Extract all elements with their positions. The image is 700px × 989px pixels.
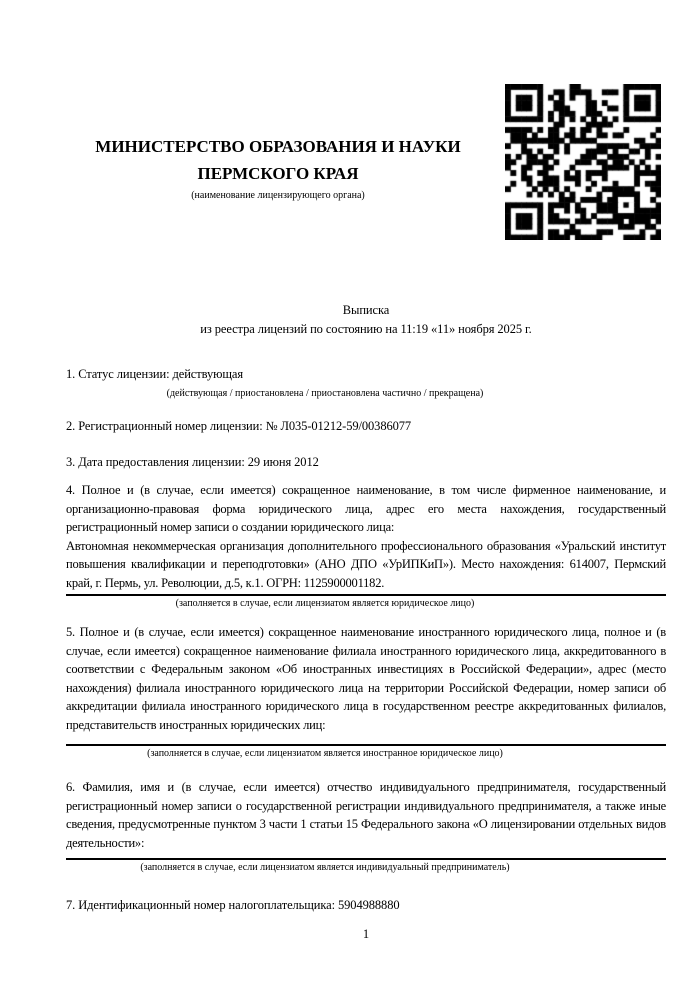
licensing-authority-header <box>66 133 490 202</box>
page-number: 1 <box>362 927 370 941</box>
field-grant-date: 3. Дата предоставления лицензии: 29 июня 2012 <box>66 455 319 469</box>
ministry-name-line1: МИНИСТЕРСТВО ОБРАЗОВАНИЯ И НАУКИ <box>95 137 461 156</box>
document-title-line2: из реестра лицензий по состоянию на 11:19 «11» ноября 2025 г. <box>200 322 532 336</box>
ministry-caption: (наименование лицензирующего органа) <box>191 190 365 201</box>
field-foreign-entity-caption: (заполняется в случае, если лицензиатом является иностранное юридическое лицо) <box>147 748 503 759</box>
separator-line-foreign-entity <box>66 744 666 746</box>
field-registration-number: 2. Регистрационный номер лицензии: № Л035-01212-59/00386077 <box>66 419 412 433</box>
document-title-line1: Выписка <box>342 303 390 317</box>
field-legal-entity <box>66 481 666 592</box>
ministry-name-line2: ПЕРМСКОГО КРАЯ <box>197 164 359 183</box>
field-foreign-entity: 5. Полное и (в случае, если имеется) сокращенное наименование иностранного юридического лица, полное и (в случае, если имеется) сокращенное наименование филиала иностранного юридического лица, аккредитованного в соответствии с Федеральным законом «Об иностранных инвестициях в Российской Федерации», адрес (место нахождения) филиала иностранного юридического лица на территории Российской Федерации, номер записи об аккредитации филиала иностранного юридического лица в государственном реестре аккредитованных филиалов, представительств иностранных юридических лиц: <box>66 625 666 732</box>
field-license-status-caption: (действующая / приостановлена / приостановлена частично / прекращена) <box>166 388 484 399</box>
field-legal-entity-value: Автономная некоммерческая организация дополнительного профессионального образования «Уральский институт повышения квалификации и переподготовки» (АНО ДПО «УрИПКиП»). Место нахождения: 614007, Пермский край, г. Пермь, ул. Революции, д.5, к.1. ОГРН: 1125900001182. <box>66 538 666 590</box>
field-individual-entrepreneur-caption: (заполняется в случае, если лицензиатом является индивидуальный предприниматель) <box>140 862 510 873</box>
field-legal-entity-caption: (заполняется в случае, если лицензиатом является юридическое лицо) <box>175 598 475 609</box>
field-individual-entrepreneur: 6. Фамилия, имя и (в случае, если имеется) отчество индивидуального предпринимателя, государственный регистрационный номер записи о государственной регистрации индивидуального предпринимателя, а также иные сведения, предусмотренные пунктом 3 части 1 статьи 15 Федерального закона «О лицензировании отдельных видов деятельности»: <box>66 780 666 850</box>
field-taxpayer-id: 7. Идентификационный номер налогоплательщика: 5904988880 <box>66 898 400 912</box>
field-license-status: 1. Статус лицензии: действующая <box>66 367 243 381</box>
document-title <box>66 301 666 339</box>
ministry-name <box>66 133 490 187</box>
separator-line-legal-entity <box>66 594 666 596</box>
document-content <box>66 133 666 942</box>
separator-line-individual-entrepreneur <box>66 858 666 860</box>
field-legal-entity-label: 4. Полное и (в случае, если имеется) сокращенное наименование, в том числе фирменное наименование, и организационно-правовая форма юридического лица, адрес его места нахождения, государственный регистрационный номер записи о создании юридического лица: <box>66 483 666 534</box>
